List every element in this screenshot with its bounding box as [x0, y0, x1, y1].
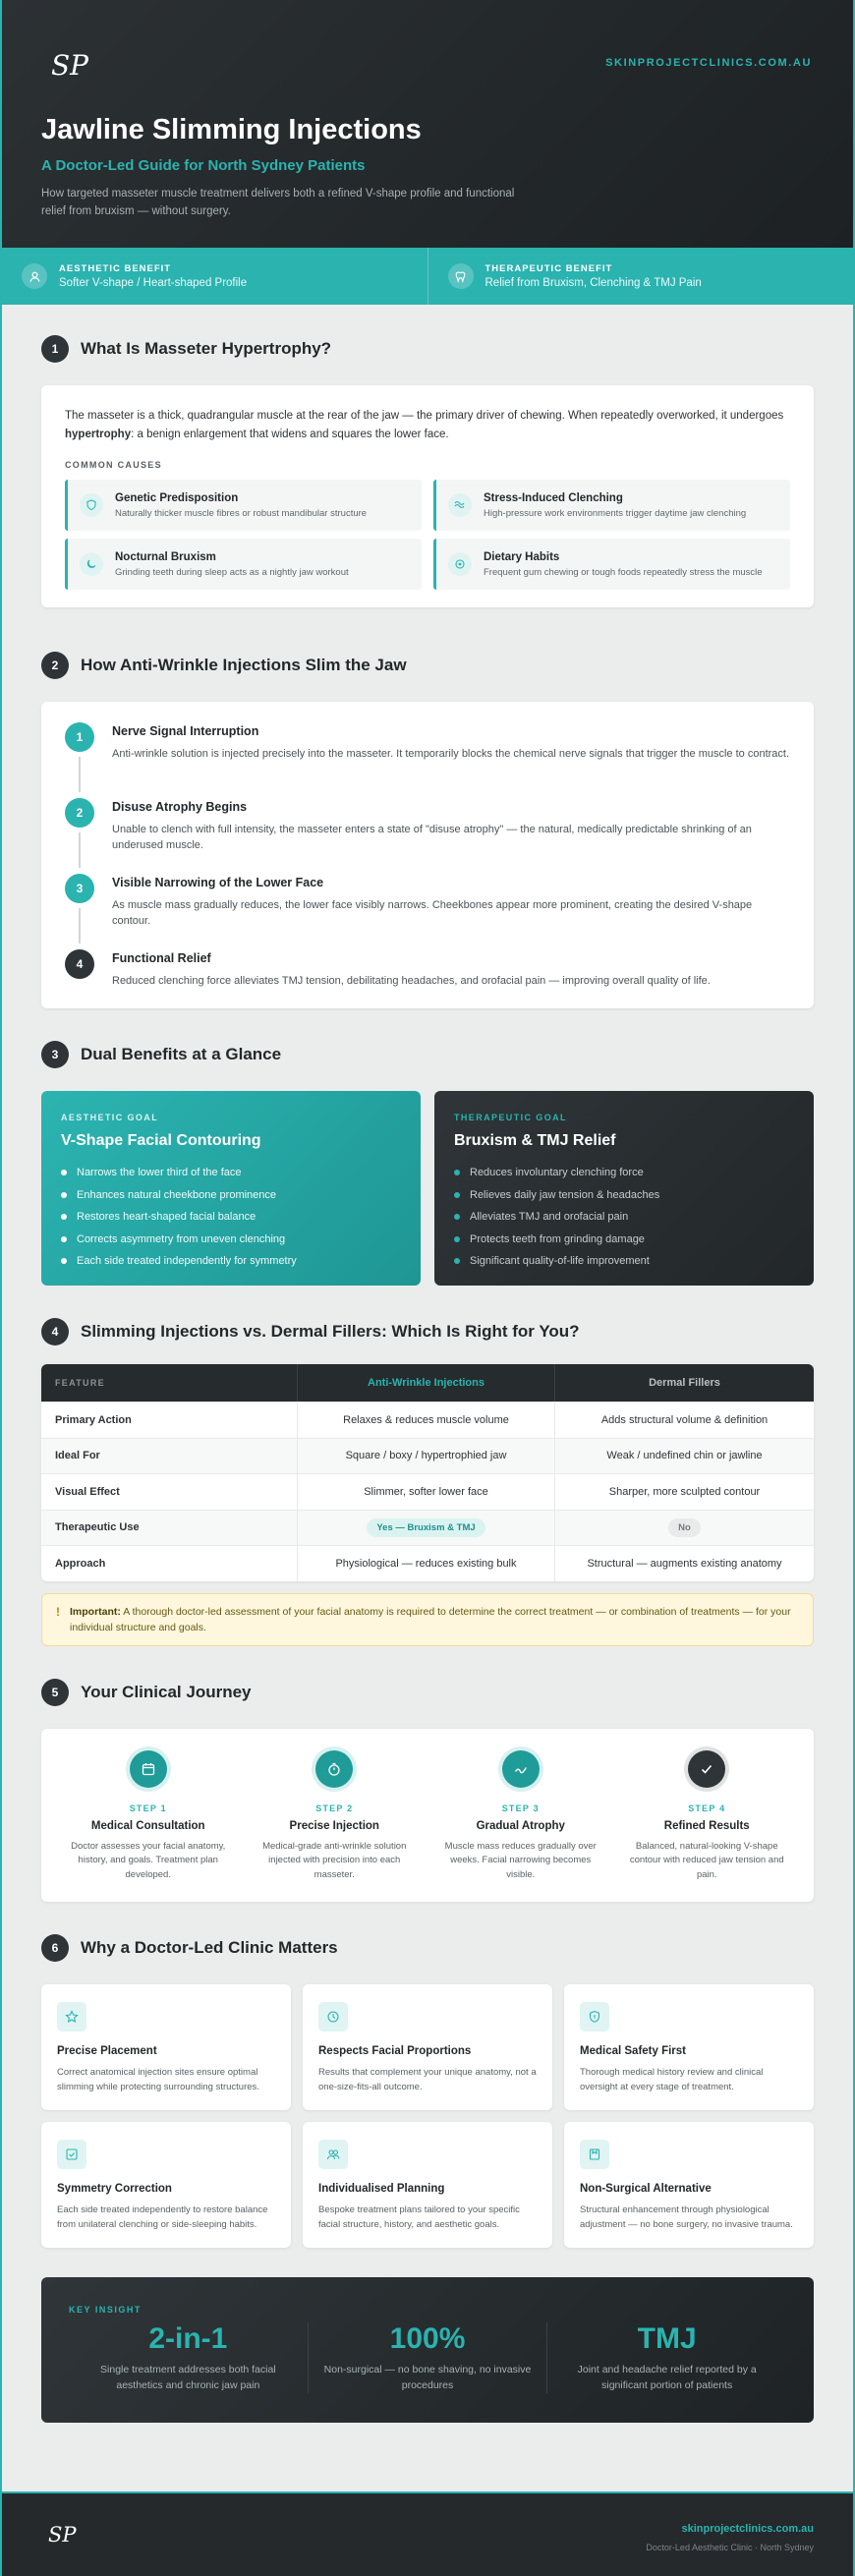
filler-cell: Weak / undefined chin or jawline [554, 1439, 814, 1474]
section-header [41, 1315, 814, 1348]
timer-icon [315, 1750, 353, 1788]
footer-tagline: Doctor-Led Aesthetic Clinic · North Sydney [646, 2542, 814, 2552]
journey-step [242, 1750, 428, 1902]
step-desc: Anti-wrinkle solution is injected precisely into the masseter. It temporarily blocks the chemical nerve signals that trigger the muscle to contract. [112, 748, 790, 760]
cause-item [65, 480, 422, 531]
calendar-icon [130, 1750, 167, 1788]
cause-item [433, 480, 790, 531]
warning-icon: ! [56, 1604, 60, 1619]
feature-cell: Therapeutic Use [55, 1521, 140, 1534]
dual-benefit-cards [41, 1091, 814, 1286]
feature-cell: Primary Action [55, 1413, 132, 1426]
bookmark-icon [580, 2140, 609, 2169]
table-row [41, 1473, 814, 1510]
card-desc: Thorough medical history review and clinical oversight at every stage of treatment. [580, 2066, 764, 2092]
injection-cell: Physiological — reduces existing bulk [297, 1546, 554, 1581]
no-badge: No [668, 1518, 701, 1537]
section-title: Slimming Injections vs. Dermal Fillers: Which Is Right for You? [81, 1322, 580, 1341]
benefit-text: Relief from Bruxism, Clenching & TMJ Pain [484, 277, 702, 289]
step-number: 1 [65, 722, 94, 752]
page-title: Jawline Slimming Injections [41, 114, 422, 145]
step-desc: Balanced, natural-looking V-shape contour with reduced jaw tension and pain. [629, 1840, 784, 1880]
card-title: Medical Safety First [580, 2044, 687, 2057]
why-card [303, 2122, 552, 2248]
step-desc: Muscle mass reduces gradually over weeks. Facial narrowing becomes visible. [444, 1840, 597, 1880]
step-title: Visible Narrowing of the Lower Face [112, 876, 324, 889]
card-title: Individualised Planning [318, 2182, 445, 2195]
list-item: Narrows the lower third of the face [61, 1162, 401, 1184]
stat-desc: Non-surgical — no bone shaving, no invasive procedures [323, 2363, 532, 2391]
step-connector [79, 757, 81, 792]
cause-desc: Grinding teeth during sleep acts as a nightly jaw workout [115, 566, 349, 578]
process-step [65, 721, 790, 797]
section-masseter-hypertrophy [2, 332, 853, 607]
cause-desc: High-pressure work environments trigger daytime jaw clenching [484, 507, 747, 519]
section-number: 1 [41, 335, 69, 363]
journey-step [55, 1750, 242, 1902]
list-item: Restores heart-shaped facial balance [61, 1206, 401, 1229]
goal-title: V-Shape Facial Contouring [61, 1132, 261, 1149]
filler-cell [554, 1511, 814, 1546]
aesthetic-goal-card [41, 1091, 421, 1286]
page-footer [2, 2491, 853, 2576]
card-title: Symmetry Correction [57, 2182, 172, 2195]
insight-stat [546, 2322, 786, 2393]
section-header [41, 649, 814, 682]
card-title: Precise Placement [57, 2044, 157, 2057]
section-number: 4 [41, 1318, 69, 1345]
step-title: Medical Consultation [90, 1819, 205, 1832]
aesthetic-benefit [2, 248, 428, 305]
step-desc: Medical-grade anti-wrinkle solution injected with precision into each masseter. [262, 1840, 407, 1880]
insight-label: KEY INSIGHT [69, 2304, 142, 2315]
assessment-notice [41, 1593, 814, 1646]
list-item: Enhances natural cheekbone prominence [61, 1184, 401, 1207]
site-url-link[interactable]: SKINPROJECTCLINICS.COM.AU [605, 57, 812, 69]
card-title: Non-Surgical Alternative [580, 2182, 712, 2195]
page-description: How targeted masseter muscle treatment delivers both a refined V-shape profile and functional relief from bruxism — without surgery. [41, 188, 515, 217]
therapeutic-goal-card [434, 1091, 814, 1286]
step-title: Gradual Atrophy [476, 1819, 565, 1832]
benefit-label: AESTHETIC BENEFIT [59, 263, 172, 274]
causes-grid [65, 480, 790, 590]
feature-cell: Ideal For [55, 1450, 100, 1462]
card-desc: Bespoke treatment plans tailored to your specific facial structure, history, and aesthetic goals. [318, 2204, 520, 2230]
cause-item [65, 539, 422, 590]
section-title: Dual Benefits at a Glance [81, 1045, 282, 1063]
cause-title: Genetic Predisposition [115, 491, 239, 504]
section-title: Why a Doctor-Led Clinic Matters [81, 1937, 338, 1957]
section-header [41, 332, 814, 366]
clock-icon [318, 2002, 348, 2032]
notice-text: Important: A thorough doctor-led assessment of your facial anatomy is required to determine the correct treatment — or combination of treatments — for your individual structure and goals. [70, 1605, 791, 1633]
filler-cell: Structural — augments existing anatomy [554, 1546, 814, 1581]
step-desc: Doctor assesses your facial anatomy, history, and goals. Treatment plan developed. [71, 1840, 226, 1880]
step-number: 3 [65, 874, 94, 903]
shield-icon [80, 493, 103, 517]
cause-desc: Frequent gum chewing or tough foods repeatedly stress the muscle [484, 566, 763, 578]
step-label: STEP 3 [501, 1803, 540, 1813]
therapeutic-benefit [428, 248, 854, 305]
section-dual-benefits [2, 1038, 853, 1286]
feature-cell: Approach [55, 1557, 106, 1570]
column-header: Dermal Fillers [554, 1364, 814, 1402]
causes-label: COMMON CAUSES [65, 460, 162, 470]
svg-text:SP: SP [51, 49, 88, 81]
card-title: Respects Facial Proportions [318, 2044, 472, 2057]
stat-value: 2-in-1 [148, 2321, 228, 2355]
section-title: What Is Masseter Hypertrophy? [81, 339, 332, 358]
benefit-label: THERAPEUTIC BENEFIT [484, 263, 613, 274]
section-number: 2 [41, 652, 69, 679]
table-row [41, 1510, 814, 1546]
wave-icon [448, 493, 472, 517]
cause-item [433, 539, 790, 590]
check-icon [688, 1750, 725, 1788]
checkbox-icon [57, 2140, 86, 2169]
process-card [41, 702, 814, 1008]
table-row [41, 1545, 814, 1581]
section-how-injections-work [2, 649, 853, 1008]
step-connector [79, 908, 81, 944]
filler-cell: Sharper, more sculpted contour [554, 1474, 814, 1510]
page-subtitle: A Doctor-Led Guide for North Sydney Patients [41, 157, 366, 174]
section-key-insight [2, 2277, 853, 2491]
cause-title: Stress-Induced Clenching [484, 491, 623, 504]
goal-title: Bruxism & TMJ Relief [454, 1132, 616, 1149]
hypertrophy-card [41, 385, 814, 607]
section-number: 5 [41, 1679, 69, 1706]
key-insight-panel [41, 2277, 814, 2423]
user-icon [22, 263, 47, 289]
why-card [564, 2122, 814, 2248]
insight-stat [308, 2322, 547, 2393]
section-number: 3 [41, 1041, 69, 1068]
step-title: Precise Injection [289, 1819, 379, 1832]
table-row [41, 1438, 814, 1474]
card-desc: Structural enhancement through physiological adjustment — no bone surgery, no invasive trauma. [580, 2204, 793, 2230]
moon-icon [80, 552, 103, 576]
goal-list [61, 1162, 401, 1273]
star-icon [57, 2002, 86, 2032]
process-step [65, 873, 790, 948]
goal-label: AESTHETIC GOAL [61, 1113, 159, 1122]
section-comparison [2, 1315, 853, 1646]
filler-cell: Adds structural volume & definition [554, 1402, 814, 1438]
footer-logo[interactable] [47, 2521, 77, 2547]
stat-desc: Joint and headache relief reported by a significant portion of patients [577, 2363, 757, 2391]
step-label: STEP 1 [129, 1803, 167, 1813]
section-number: 6 [41, 1934, 69, 1962]
column-header: FEATURE [55, 1378, 105, 1388]
step-title: Nerve Signal Interruption [112, 724, 259, 738]
list-item: Each side treated independently for symmetry [61, 1250, 401, 1273]
list-item: Reduces involuntary clenching force [454, 1162, 794, 1184]
insight-stats [69, 2322, 786, 2393]
comparison-table [41, 1364, 814, 1581]
step-title: Disuse Atrophy Begins [112, 800, 248, 814]
step-number: 4 [65, 949, 94, 979]
cause-title: Dietary Habits [484, 550, 560, 563]
why-card [303, 1984, 552, 2110]
step-desc: As muscle mass gradually reduces, the lower face visibly narrows. Cheekbones appear more prominent, creating the desired V-shape contour. [112, 899, 753, 927]
cause-desc: Naturally thicker muscle fibres or robust mandibular structure [115, 507, 368, 519]
stat-value: 100% [389, 2321, 466, 2355]
card-desc: Results that complement your unique anatomy, not a one-size-fits-all outcome. [318, 2066, 537, 2092]
column-header: Anti-Wrinkle Injections [297, 1364, 554, 1402]
benefit-bar [2, 248, 853, 305]
injection-cell: Square / boxy / hypertrophied jaw [297, 1439, 554, 1474]
list-item: Significant quality-of-life improvement [454, 1250, 794, 1273]
users-icon [318, 2140, 348, 2169]
step-label: STEP 4 [688, 1803, 726, 1813]
list-item: Protects teeth from grinding damage [454, 1229, 794, 1251]
journey-card [41, 1729, 814, 1902]
tooth-icon [448, 263, 474, 289]
table-header [41, 1364, 814, 1402]
step-number: 2 [65, 798, 94, 828]
list-item: Alleviates TMJ and orofacial pain [454, 1206, 794, 1229]
why-card [41, 2122, 291, 2248]
step-desc: Unable to clench with full intensity, the masseter enters a state of "disuse atrophy" — the natural, medically predictable shrinking of an underused muscle. [112, 824, 752, 851]
injection-cell: Slimmer, softer lower face [297, 1474, 554, 1510]
cause-title: Nocturnal Bruxism [115, 550, 216, 563]
svg-text:SP: SP [48, 2522, 77, 2547]
process-step [65, 797, 790, 873]
injection-cell [297, 1511, 554, 1546]
goal-list [454, 1162, 794, 1273]
section-doctor-led [2, 1931, 853, 2248]
goal-label: THERAPEUTIC GOAL [454, 1113, 567, 1122]
step-label: STEP 2 [315, 1803, 354, 1813]
section-title: How Anti-Wrinkle Injections Slim the Jaw [81, 656, 407, 674]
stat-value: TMJ [637, 2321, 697, 2355]
journey-step [428, 1750, 614, 1902]
list-item: Relieves daily jaw tension & headaches [454, 1184, 794, 1207]
stat-desc: Single treatment addresses both facial aesthetics and chronic jaw pain [100, 2363, 276, 2391]
table-row [41, 1402, 814, 1438]
footer-url-link[interactable]: skinprojectclinics.com.au [681, 2522, 814, 2535]
section-title: Your Clinical Journey [81, 1682, 252, 1701]
why-card [41, 1984, 291, 2110]
why-grid [41, 1984, 814, 2248]
hypertrophy-intro: The masseter is a thick, quadrangular muscle at the rear of the jaw — the primary driver of chewing. When repeatedly overworked, it undergoes hypertrophy: a benign enlargement that widens and squares the lower face. [65, 410, 784, 440]
process-step [65, 948, 790, 1024]
clinic-logo[interactable] [49, 49, 88, 81]
card-desc: Correct anatomical injection sites ensure optimal slimming while protecting surrounding structures. [57, 2066, 259, 2092]
hero-header [2, 0, 853, 248]
step-connector [79, 832, 81, 868]
insight-stat [69, 2322, 308, 2393]
benefit-text: Softer V-shape / Heart-shaped Profile [59, 277, 248, 289]
list-item: Corrects asymmetry from uneven clenching [61, 1229, 401, 1251]
why-card [564, 1984, 814, 2110]
section-header [41, 1676, 814, 1709]
yes-badge: Yes — Bruxism & TMJ [367, 1518, 484, 1537]
journey-step [614, 1750, 801, 1902]
step-desc: Reduced clenching force alleviates TMJ tension, debilitating headaches, and orofacial pain — improving overall quality of life. [112, 975, 711, 987]
circle-icon [448, 552, 472, 576]
step-title: Functional Relief [112, 951, 211, 965]
card-desc: Each side treated independently to restore balance from unilateral clenching or side-sleeping habits. [57, 2204, 268, 2230]
injection-cell: Relaxes & reduces muscle volume [297, 1402, 554, 1438]
step-title: Refined Results [663, 1819, 750, 1832]
shield-icon [580, 2002, 609, 2032]
section-header [41, 1931, 814, 1965]
trend-icon [502, 1750, 540, 1788]
section-clinical-journey [2, 1676, 853, 1902]
section-header [41, 1038, 814, 1071]
feature-cell: Visual Effect [55, 1485, 120, 1498]
